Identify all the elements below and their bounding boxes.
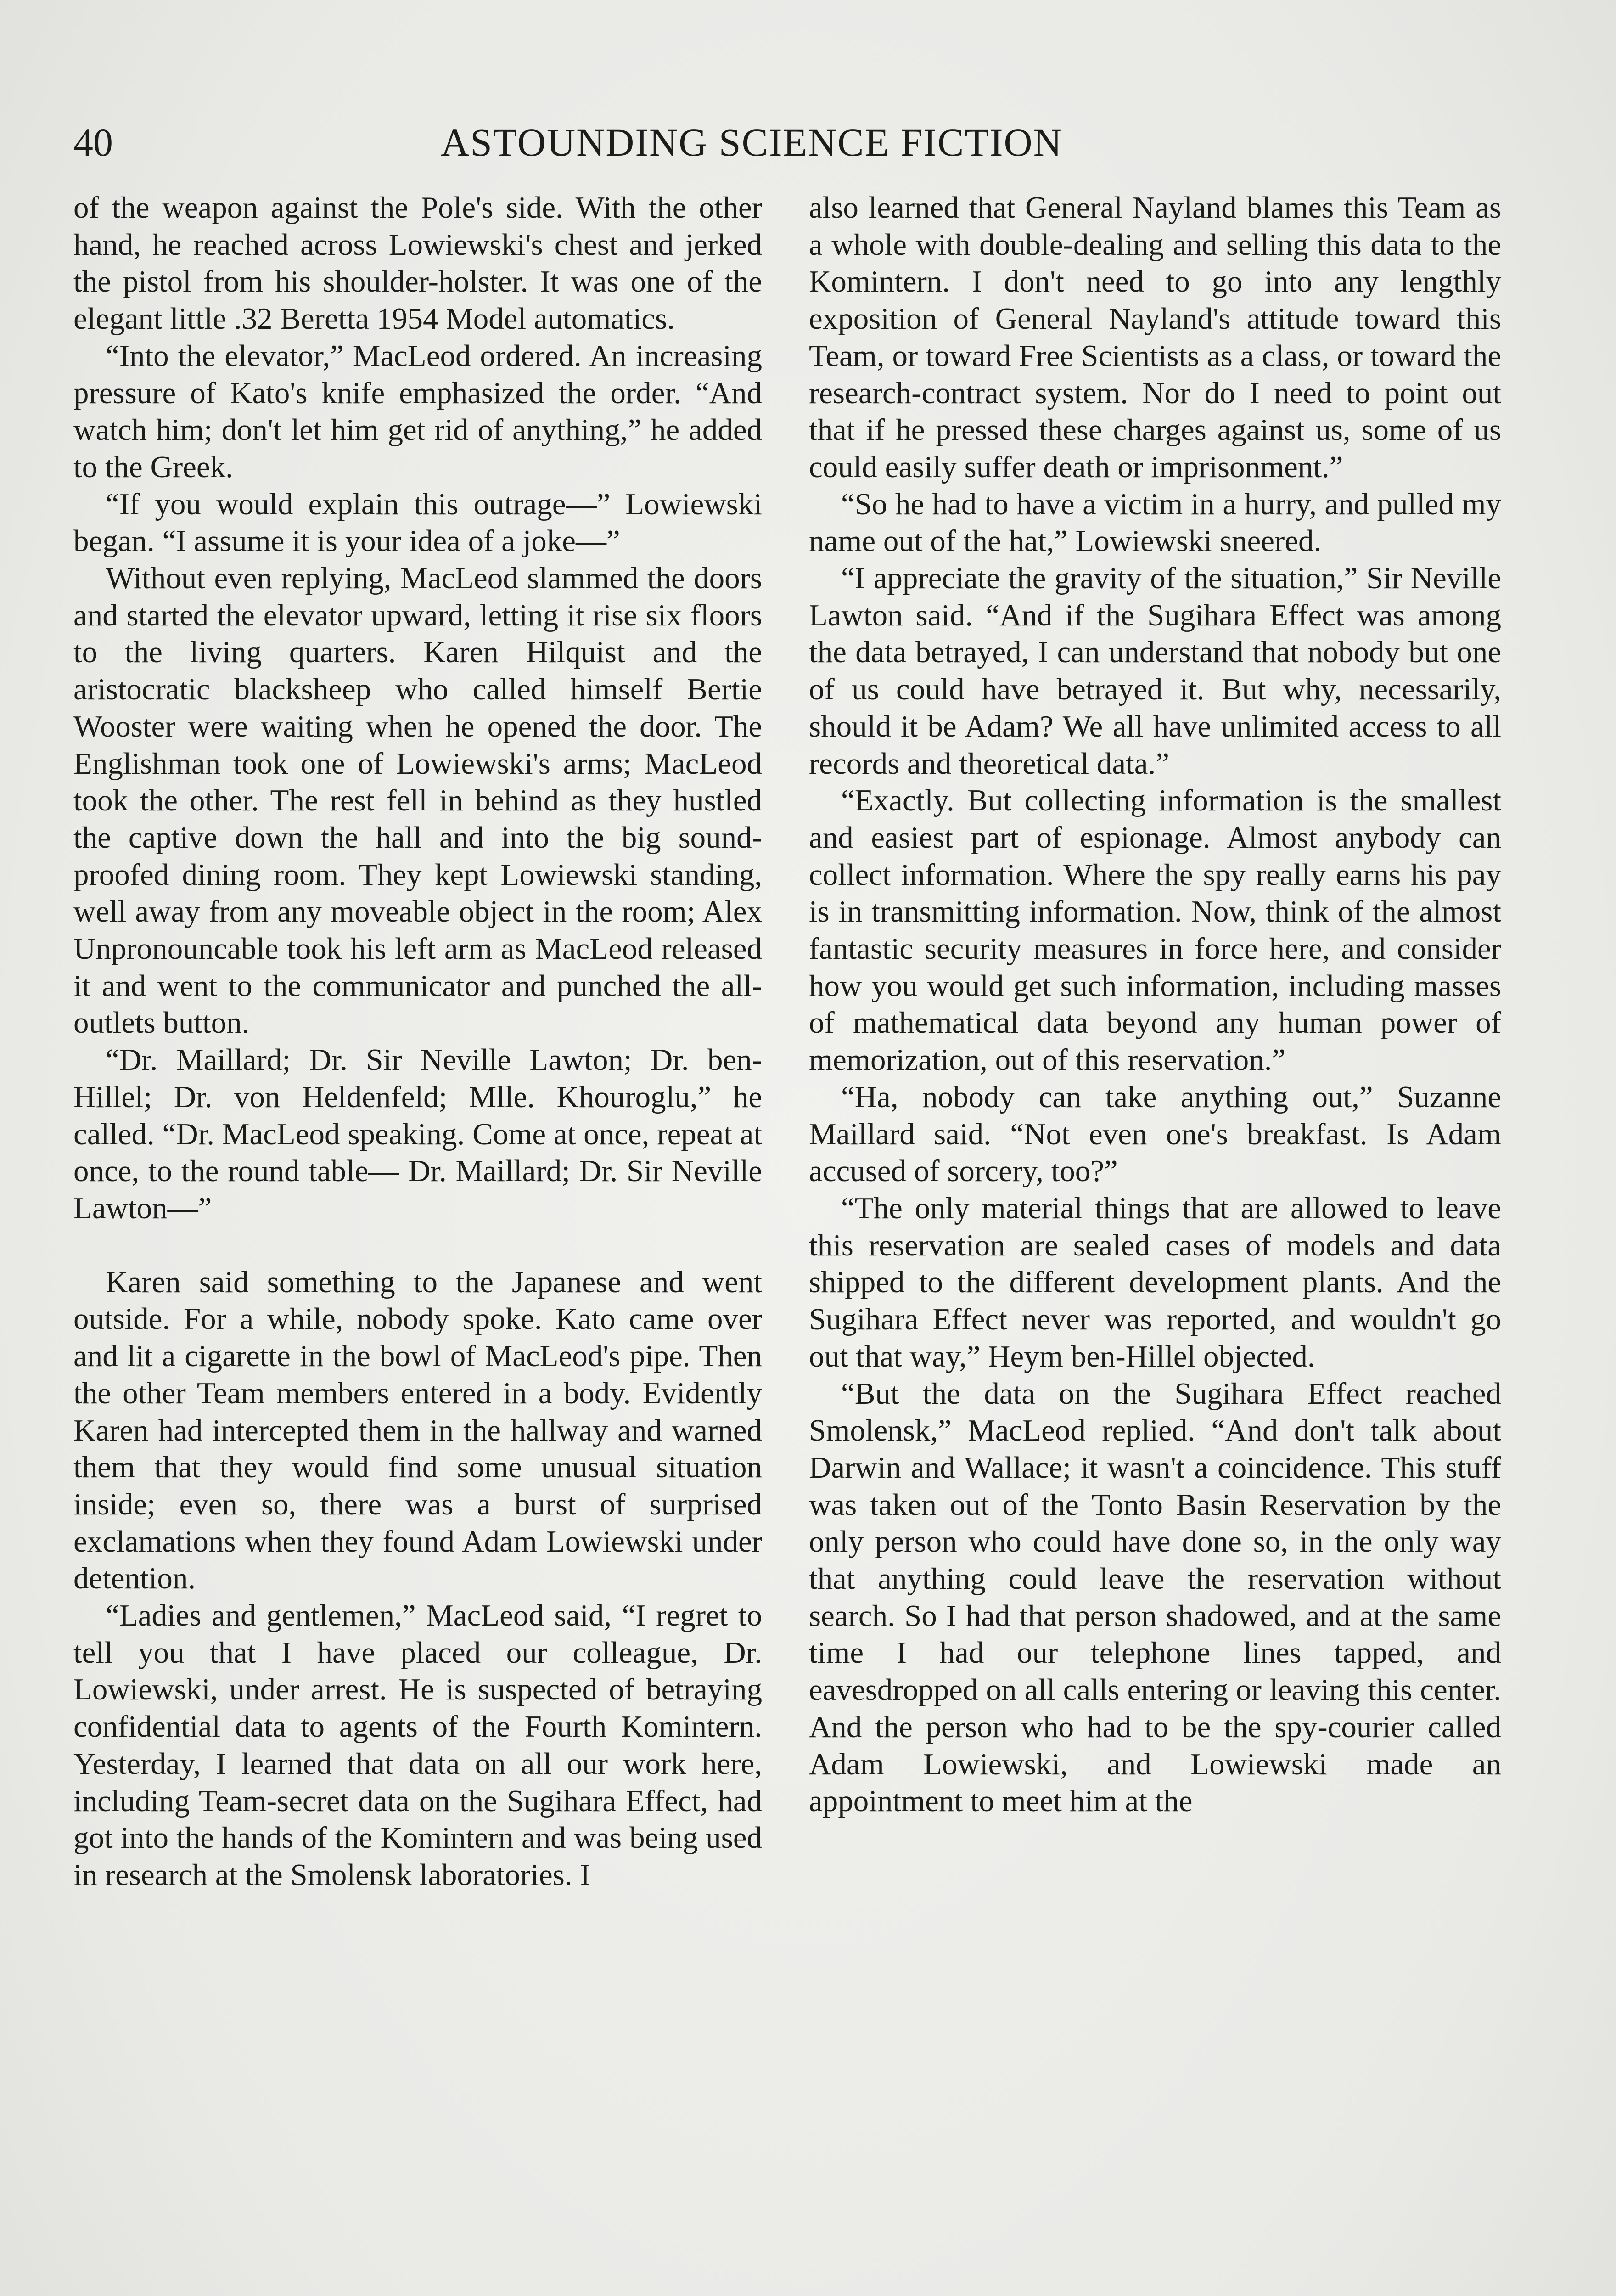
paragraph: of the weapon against the Pole's side. With the other hand, he reached across Lowiewski's chest and jerked the pistol from his shoulder-holster. It was one of the elegant little .32 Beretta 1954 Model automatics. <box>73 191 762 336</box>
left-column <box>73 189 762 1894</box>
paragraph: also learned that General Nayland blames this Team as a whole with double-dealing and selling this data to the Komintern. I don't need to go into any lengthly exposition of General Nayland's attitude toward this Team, or toward Free Scientists as a class, or toward the research-contract system. Nor do I need to point out that if he pressed these charges against us, some of us could easily suffer death or imprisonment.” <box>809 191 1501 484</box>
paragraph: Without even replying, MacLeod slammed the doors and started the elevator upward, letting it rise six floors to the living quarters. Karen Hilquist and the aristocratic blacksheep who called himself Bertie Wooster were waiting when he opened the door. The Englishman took one of Lowiewski's arms; MacLeod took the other. The rest fell in behind as they hustled the captive down the hall and into the big sound-proofed dining room. They kept Lowiewski standing, well away from any moveable object in the room; Alex Unpronouncable took his left arm as MacLeod released it and went to the communicator and punched the all-outlets button. <box>73 561 762 1040</box>
paragraph: “If you would explain this outrage—” Lowiewski began. “I assume it is your idea of a joke—” <box>73 487 762 558</box>
page-number: 40 <box>73 120 113 164</box>
paragraph: “The only material things that are allowed to leave this reservation are sealed cases of models and data shipped to the different development plants. And the Sugihara Effect never was reported, and wouldn't go out that way,” Heym ben-Hillel objected. <box>809 1191 1501 1373</box>
paragraph: “Dr. Maillard; Dr. Sir Neville Lawton; Dr. ben-Hillel; Dr. von Heldenfeld; Mlle. Khouroglu,” he called. “Dr. MacLeod speaking. Come at once, repeat at once, to the round table— Dr. Maillard; Dr. Sir Neville Lawton—” <box>73 1043 762 1225</box>
paragraph: “Exactly. But collecting information is the smallest and easiest part of espionage. Almost anybody can collect information. Where the spy really earns his pay is in transmitting information. Now, think of the almost fantastic security measures in force here, and consider how you would get such information, including masses of mathematical data beyond any human power of memorization, out of this reservation.” <box>809 783 1501 1077</box>
page-header <box>73 115 1134 170</box>
paragraph: “Into the elevator,” MacLeod ordered. An increasing pressure of Kato's knife emphasized the order. “And watch him; don't let him get rid of anything,” he added to the Greek. <box>73 338 762 484</box>
paragraph: “Ha, nobody can take anything out,” Suzanne Maillard said. “Not even one's breakfast. Is Adam accused of sorcery, too?” <box>809 1080 1501 1188</box>
paragraph: Karen said something to the Japanese and went outside. For a while, nobody spoke. Kato came over and lit a cigarette in the bowl of MacLeod's pipe. Then the other Team members entered in a body. Evidently Karen had intercepted them in the hallway and warned them that they would find some unusual situation inside; even so, there was a burst of surprised exclamations when they found Adam Lowiewski under detention. <box>73 1265 762 1596</box>
right-column <box>809 189 1501 1820</box>
paragraph: “So he had to have a victim in a hurry, and pulled my name out of the hat,” Lowiewski sneered. <box>809 487 1501 558</box>
paragraph: “But the data on the Sugihara Effect reached Smolensk,” MacLeod replied. “And don't talk about Darwin and Wallace; it wasn't a coincidence. This stuff was taken out of the Tonto Basin Reservation by the only person who could have done so, in the only way that anything could leave the reservation without search. So I had that person shadowed, and at the same time I had our telephone lines tapped, and eavesdropped on all calls entering or leaving this center. And the person who had to be the spy-courier called Adam Lowiewski, and Lowiewski made an appointment to meet him at the <box>809 1376 1501 1818</box>
paragraph: “I appreciate the gravity of the situation,” Sir Neville Lawton said. “And if the Sugihara Effect was among the data betrayed, I can understand that nobody but one of us could have betrayed it. But why, necessarily, should it be Adam? We all have unlimited access to all records and theoretical data.” <box>809 561 1501 781</box>
running-title: ASTOUNDING SCIENCE FICTION <box>441 120 1063 164</box>
paragraph: “Ladies and gentlemen,” MacLeod said, “I regret to tell you that I have placed our colleague, Dr. Lowiewski, under arrest. He is suspected of betraying confidential data to agents of the Fourth Komintern. Yesterday, I learned that data on all our work here, including Team-secret data on the Sugihara Effect, had got into the hands of the Komintern and was being used in research at the Smolensk laboratories. I <box>73 1598 762 1892</box>
